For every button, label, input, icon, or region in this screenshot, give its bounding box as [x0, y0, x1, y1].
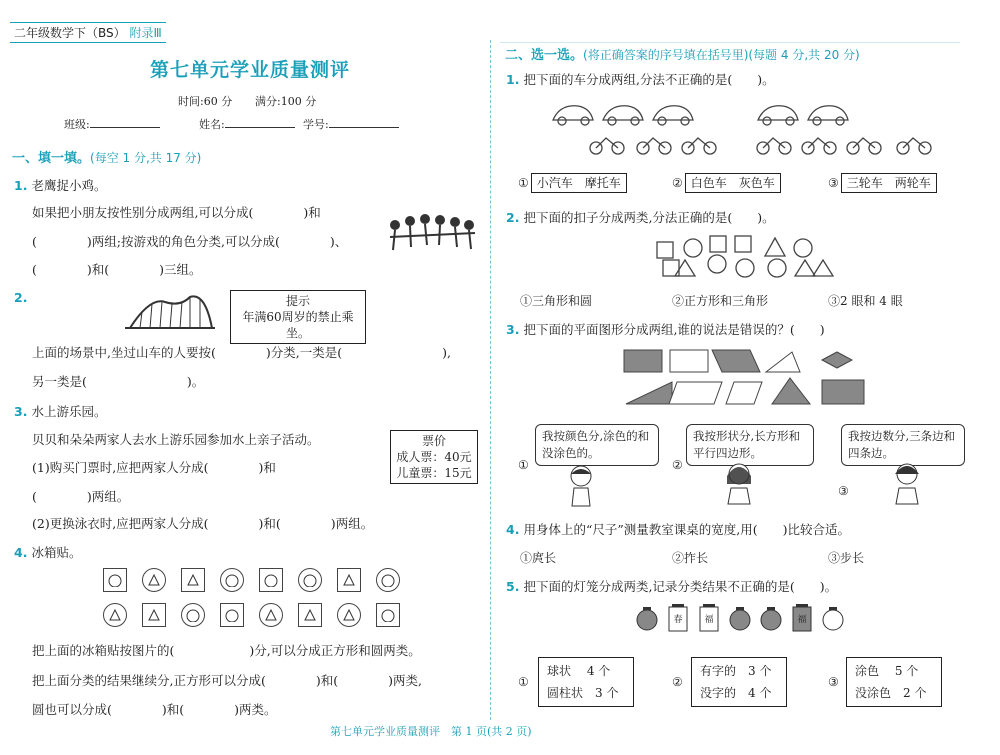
- top-rule: [500, 42, 960, 43]
- cylinder-lantern-spring: [667, 604, 689, 634]
- q2-4-option-3[interactable]: ③步长: [828, 551, 865, 565]
- q2-5-mark-1[interactable]: ①: [518, 675, 529, 689]
- q2-4-option-1[interactable]: ①庹长: [520, 551, 557, 565]
- exam-score: 满分:100 分: [255, 95, 317, 108]
- lantern-char-fortune-2: 福: [797, 615, 807, 625]
- tomato-circle-icon: [181, 603, 205, 627]
- q2-1-option-2[interactable]: ② 白色车 灰色车: [672, 174, 781, 191]
- q2-2-option-3[interactable]: ③2 眼和 4 眼: [828, 294, 903, 308]
- speech-bubble-1: 我按颜色分,涂色的和没涂色的。: [535, 424, 659, 466]
- tomato-square-icon: [220, 603, 244, 627]
- tomato-square-icon: [103, 568, 127, 592]
- cabbage-circle-icon: [142, 568, 166, 592]
- page-title: 第七单元学业质量测评: [150, 59, 351, 81]
- q1-1-line1: 如果把小朋友按性别分成两组,可以分成( )和: [32, 205, 321, 220]
- q1-1-line2: ( )两组;按游戏的角色分类,可以分成( )、: [32, 234, 348, 249]
- cylinder-lantern-fortune: [698, 604, 720, 634]
- q2-5-mark-2[interactable]: ②: [672, 675, 683, 689]
- q2-1-option-3[interactable]: ③ 三轮车 两轮车: [828, 174, 937, 191]
- shapes-image: [622, 346, 872, 408]
- q2-3-text: 3. 把下面的平面图形分成两组,谁的说法是错误的？( ): [506, 322, 825, 337]
- book-header: 二年级数学下（BS） 附录Ⅲ: [10, 22, 166, 43]
- q2-3-mark-3[interactable]: ③: [838, 484, 849, 498]
- girl-avatar: [722, 462, 756, 506]
- q2-4-option-2[interactable]: ②拃长: [672, 551, 709, 565]
- section1-heading: 一、填一填。(每空 1 分,共 17 分): [12, 151, 202, 166]
- number-field[interactable]: 学号:: [303, 116, 399, 132]
- q1-2-line1: 上面的场景中,坐过山车的人要按( )分类,一类是( ),: [32, 345, 451, 360]
- tomato-circle-icon: [220, 568, 244, 592]
- q2-1-text: 1. 把下面的车分成两组,分法不正确的是( )。: [506, 72, 775, 87]
- page-footer: 第七单元学业质量测评 第 1 页(共 2 页): [330, 725, 532, 738]
- round-lantern-white-icon: [822, 606, 844, 632]
- q1-3-line4: (2)更换泳衣时,应把两家人分成( )和( )两组。: [32, 516, 374, 531]
- round-lantern-icon: [636, 606, 658, 632]
- boy-avatar: [566, 464, 596, 508]
- tomato-circle-icon: [376, 568, 400, 592]
- cylinder-lantern-fortune-2: [791, 604, 813, 634]
- q1-3-line1: 贝贝和朵朵两家人去水上游乐园参加水上亲子活动。: [32, 432, 320, 447]
- q1-3-line3: ( )两组。: [32, 489, 130, 504]
- children-game-image: [385, 205, 477, 260]
- q1-4-line2: 把上面分类的结果继续分,正方形可以分成( )和( )两类,: [32, 673, 422, 688]
- lantern-char-fortune: 福: [704, 615, 714, 625]
- q2-5-option-1[interactable]: 球状 4 个 圆柱状 3 个: [538, 657, 634, 707]
- q2-5-mark-3[interactable]: ③: [828, 675, 839, 689]
- round-lantern-icon: [760, 606, 782, 632]
- cabbage-square-icon: [337, 568, 361, 592]
- q2-2-option-1[interactable]: ①三角形和圆: [520, 294, 593, 308]
- q1-1-title: 1. 老鹰捉小鸡。: [14, 178, 107, 193]
- q2-3-mark-1[interactable]: ①: [518, 458, 529, 472]
- q1-4-title: 4. 冰箱贴。: [14, 545, 82, 560]
- girl-avatar-2: [890, 462, 924, 506]
- exam-time: 时间:60 分: [178, 95, 233, 108]
- vehicles-image: [548, 98, 958, 160]
- q1-2-line2: 另一类是( )。: [32, 374, 205, 389]
- buttons-image: [655, 234, 835, 280]
- appendix-label: 附录Ⅲ: [129, 26, 162, 40]
- lanterns-row: [636, 604, 844, 634]
- column-divider: [490, 40, 491, 720]
- cabbage-circle-icon: [337, 603, 361, 627]
- q1-1-line3: ( )和( )三组。: [32, 262, 202, 277]
- cabbage-circle-icon: [259, 603, 283, 627]
- magnet-row-2: [103, 603, 400, 627]
- tomato-square-icon: [376, 603, 400, 627]
- q1-4-line1: 把上面的冰箱贴按图片的( )分,可以分成正方形和圆两类。: [32, 643, 421, 658]
- class-field[interactable]: 班级:: [64, 116, 160, 132]
- q2-4-text: 4. 用身体上的“尺子”测量教室课桌的宽度,用( )比较合适。: [506, 522, 850, 537]
- speech-bubble-3: 我按边数分,三条边和四条边。: [841, 424, 965, 466]
- ticket-price-box: 票价 成人票：40元 儿童票：15元: [390, 430, 478, 484]
- q2-5-text: 5. 把下面的灯笼分成两类,记录分类结果不正确的是( )。: [506, 579, 838, 594]
- q1-4-line3: 圆也可以分成( )和( )两类。: [32, 702, 277, 717]
- cabbage-square-icon: [181, 568, 205, 592]
- q2-2-text: 2. 把下面的扣子分成两类,分法正确的是( )。: [506, 210, 775, 225]
- cabbage-square-icon: [142, 603, 166, 627]
- age-notice: 提示 年满60周岁的禁止乘坐。: [230, 290, 366, 344]
- cabbage-square-icon: [298, 603, 322, 627]
- name-field[interactable]: 姓名:: [199, 116, 295, 132]
- q2-5-option-2[interactable]: 有字的 3 个 没字的 4 个: [691, 657, 787, 707]
- q2-5-option-3[interactable]: 涂色 5 个 没涂色 2 个: [846, 657, 942, 707]
- q1-2-num: 2.: [14, 290, 28, 305]
- q1-3-line2: (1)购买门票时,应把两家人分成( )和: [32, 460, 276, 475]
- lantern-char-spring: 春: [673, 615, 683, 625]
- speech-bubble-2: 我按形状分,长方形和平行四边形。: [686, 424, 814, 466]
- roller-coaster-image: [120, 292, 220, 332]
- section2-heading: 二、选一选。(将正确答案的序号填在括号里)(每题 4 分,共 20 分): [505, 48, 860, 63]
- round-lantern-icon: [729, 606, 751, 632]
- tomato-square-icon: [259, 568, 283, 592]
- magnet-row-1: [103, 568, 400, 592]
- q1-3-title: 3. 水上游乐园。: [14, 404, 107, 419]
- tomato-circle-icon: [298, 568, 322, 592]
- q2-3-mark-2[interactable]: ②: [672, 458, 683, 472]
- cabbage-circle-icon: [103, 603, 127, 627]
- q2-2-option-2[interactable]: ②正方形和三角形: [672, 294, 769, 308]
- q2-1-option-1[interactable]: ① 小汽车 摩托车: [518, 174, 627, 191]
